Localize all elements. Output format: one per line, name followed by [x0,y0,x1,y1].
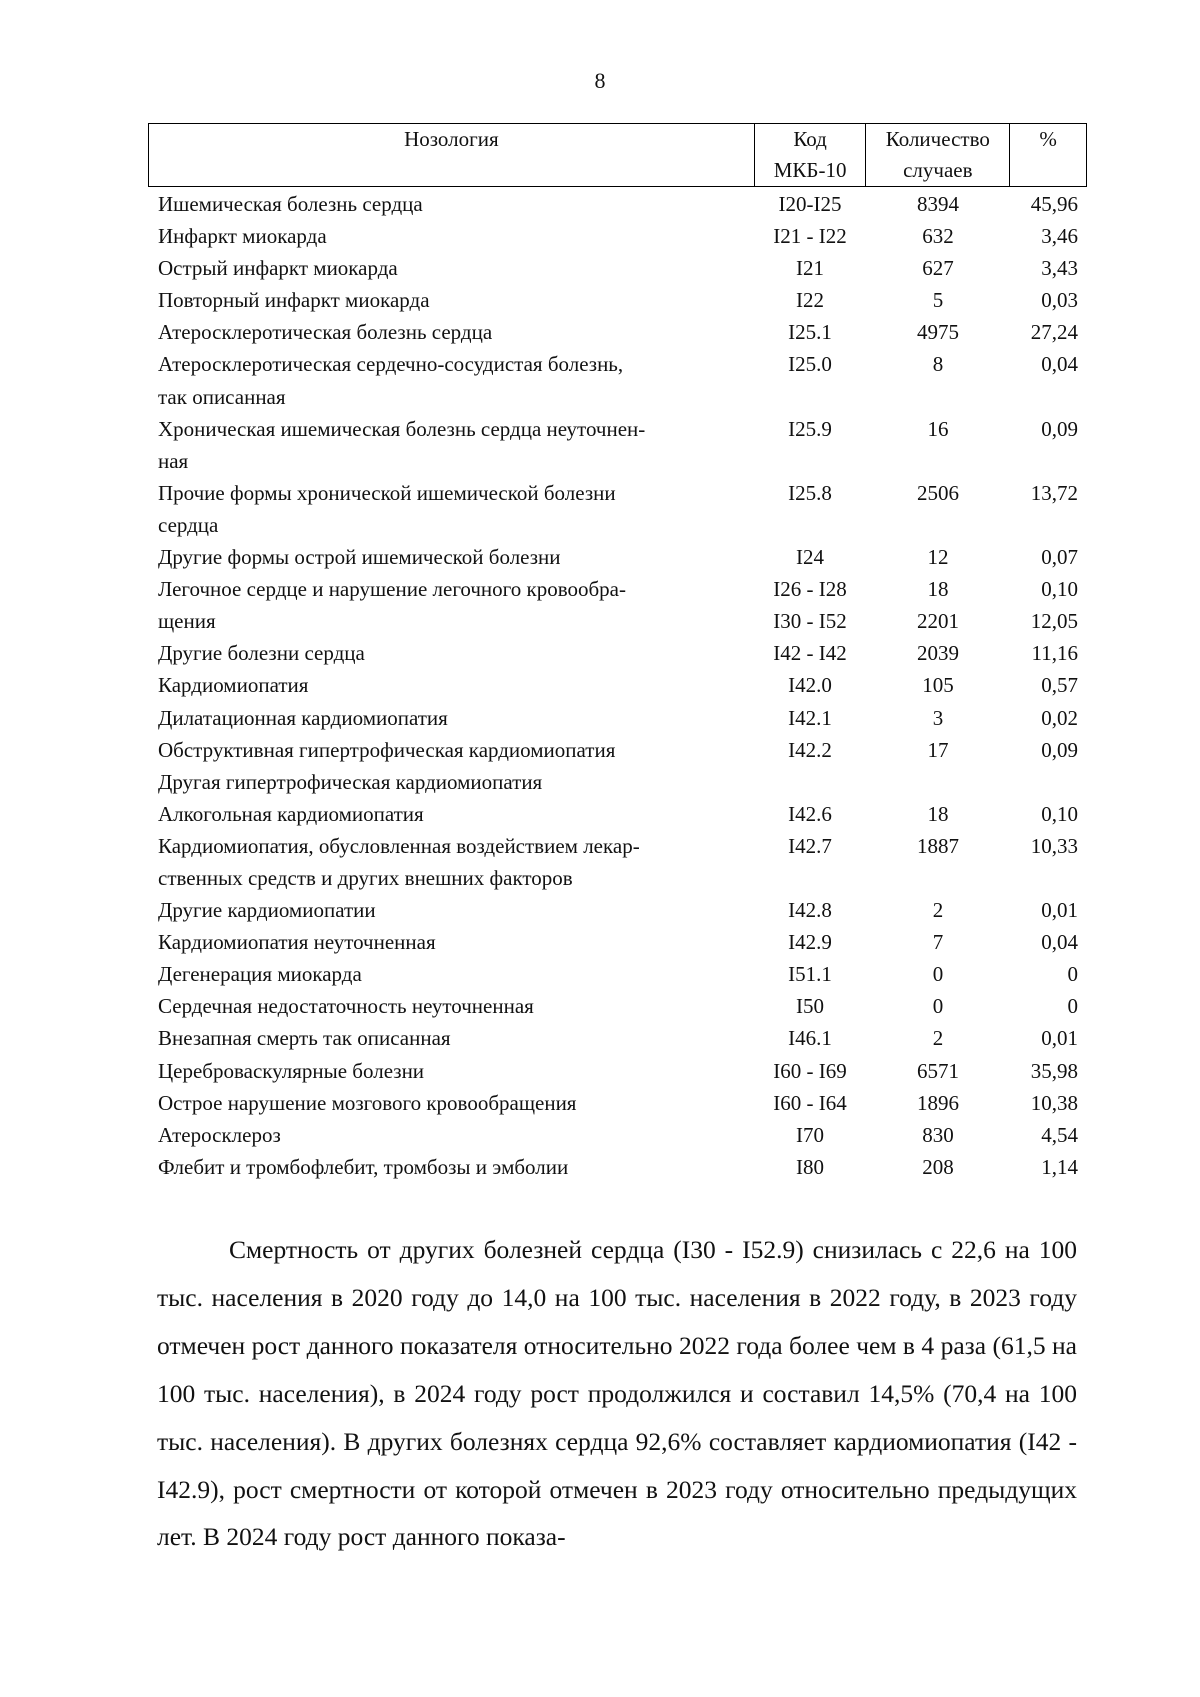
row-percent: 0,04 [1041,930,1078,955]
table-row [148,1119,1087,1151]
row-icd-code: I24 [796,545,824,570]
table-row [148,348,1087,380]
row-case-count: 17 [927,737,949,762]
table-row [148,1055,1087,1087]
row-case-count: 2 [932,898,944,923]
row-icd-code: I21 [796,256,824,281]
table-body [148,188,1087,1183]
row-icd-code [754,766,866,798]
row-case-count [866,381,1010,413]
row-icd-code: I21 - I22 [773,224,847,249]
row-percent: 12,05 [1030,609,1078,634]
row-case-count: 16 [927,416,949,441]
row-icd-code: I42.1 [788,705,832,730]
row-icd-code [754,381,866,413]
table-row [148,316,1087,348]
table-row [148,220,1087,252]
table-row [148,605,1087,637]
row-case-count: 1887 [917,833,959,858]
row-nosology: Кардиомиопатия [158,673,309,698]
row-icd-code: I42.6 [788,801,832,826]
row-nosology: Обструктивная гипертрофическая кардиомиопатия [158,737,616,762]
row-icd-code: I42.9 [788,930,832,955]
row-case-count: 632 [922,224,954,249]
row-percent: 0,10 [1041,801,1078,826]
table-row [148,413,1087,445]
row-percent [1010,445,1087,477]
row-percent: 1,14 [1041,1154,1078,1179]
row-icd-code: I46.1 [788,1026,832,1051]
table-row [148,509,1087,541]
row-icd-code: I25.9 [788,416,832,441]
row-nosology: Другая гипертрофическая кардиомиопатия [158,769,543,794]
row-nosology: Алкогольная кардиомиопатия [158,801,424,826]
row-percent: 0,07 [1041,545,1078,570]
row-case-count: 5 [932,288,944,313]
header-icd-code: Код МКБ-10 [754,124,866,186]
row-percent: 0,09 [1041,416,1078,441]
row-percent: 0 [1067,962,1078,987]
row-icd-code: I42.8 [788,898,832,923]
row-nosology: Кардиомиопатия, обусловленная воздействием лекар- [158,833,640,858]
row-nosology: так описанная [158,384,286,409]
row-case-count: 8 [932,352,944,377]
row-percent [1010,862,1087,894]
nosology-table [148,123,1087,1183]
row-case-count: 3 [932,705,944,730]
row-icd-code: I50 [796,994,824,1019]
row-case-count: 6571 [917,1058,959,1083]
row-icd-code: I26 - I28 [773,577,847,602]
row-nosology: Инфаркт миокарда [158,224,327,249]
table-row [148,766,1087,798]
header-case-count: Количество случаев [865,124,1009,186]
row-percent: 0,10 [1041,577,1078,602]
row-case-count: 1896 [917,1090,959,1115]
table-row [148,798,1087,830]
row-icd-code: I20-I25 [778,192,842,216]
body-paragraph: Смертность от других болезней сердца (I30 - I52.9) снизилась с 22,6 на 100 тыс. населения в 2020 году до 14,0 на 100 тыс. населения в 2022 году, в 2023 году отмечен рост данного показателя относительно 2022 года более чем в 4 раза (61,5 на 100 тыс. населения), в 2024 году рост продолжился и составил 14,5% (70,4 на 100 тыс. населения). В других болезнях сердца 92,6% составляет кардиомиопатия (I42 - I42.9), рост смертности от которой отмечен в 2023 году относительно предыдущих лет. В 2024 году рост данного показа- [157,1235,1077,1552]
row-case-count: 18 [927,801,949,826]
table-row [148,990,1087,1022]
table-row [148,188,1087,220]
table-row [148,926,1087,958]
row-nosology: Цереброваскулярные болезни [158,1058,425,1083]
table-row [148,637,1087,669]
row-percent [1010,509,1087,541]
table-row [148,284,1087,316]
row-percent [1010,766,1087,798]
row-nosology: Дегенерация миокарда [158,962,362,987]
row-percent: 0,02 [1041,705,1078,730]
row-icd-code: I80 [796,1154,824,1179]
row-case-count: 4975 [917,320,959,345]
row-percent: 3,43 [1041,256,1078,281]
table-row [148,862,1087,894]
row-icd-code: I22 [796,288,824,313]
table-row [148,702,1087,734]
header-percent: % [1009,124,1086,186]
row-icd-code: I70 [796,1122,824,1147]
row-icd-code: I60 - I69 [773,1058,847,1083]
row-case-count: 12 [927,545,949,570]
row-percent: 11,16 [1031,641,1078,666]
row-nosology: Хроническая ишемическая болезнь сердца неуточнен- [158,416,646,441]
row-nosology: ственных средств и других внешних факторов [158,865,573,890]
row-icd-code: I25.1 [788,320,832,345]
table-row [148,1087,1087,1119]
row-percent: 45,96 [1030,192,1078,216]
row-case-count: 105 [922,673,954,698]
row-percent: 0,57 [1041,673,1078,698]
table-row [148,541,1087,573]
table-row [148,830,1087,862]
row-icd-code: I30 - I52 [773,609,847,634]
row-percent: 0,01 [1041,1026,1078,1051]
row-percent: 27,24 [1030,320,1078,345]
row-case-count: 830 [922,1122,954,1147]
table-row [148,445,1087,477]
row-icd-code [754,445,866,477]
row-nosology: Атеросклеротическая сердечно-сосудистая болезнь, [158,352,624,377]
row-percent: 13,72 [1030,480,1078,505]
row-nosology: Другие кардиомиопатии [158,898,376,923]
row-icd-code: I60 - I64 [773,1090,847,1115]
row-nosology: Острое нарушение мозгового кровообращения [158,1090,577,1115]
row-nosology: Флебит и тромбофлебит, тромбозы и эмболии [158,1154,569,1179]
row-icd-code: I42.0 [788,673,832,698]
row-percent: 0 [1067,994,1078,1019]
row-percent: 35,98 [1030,1058,1078,1083]
row-icd-code [754,862,866,894]
header-nosology: Нозология [404,127,499,151]
table-row [148,734,1087,766]
row-nosology: Сердечная недостаточность неуточненная [158,994,534,1019]
row-nosology: Легочное сердце и нарушение легочного кровообра- [158,577,626,602]
table-row [148,252,1087,284]
table-row [148,669,1087,701]
row-icd-code: I25.0 [788,352,832,377]
row-nosology: Другие болезни сердца [158,641,365,666]
row-case-count [866,862,1010,894]
row-nosology: Другие формы острой ишемической болезни [158,545,561,570]
row-percent: 0,04 [1041,352,1078,377]
row-percent: 4,54 [1041,1122,1078,1147]
row-nosology: Прочие формы хронической ишемической болезни [158,480,616,505]
row-percent: 3,46 [1041,224,1078,249]
row-case-count: 2506 [917,480,959,505]
row-nosology: Острый инфаркт миокарда [158,256,398,281]
row-icd-code: I42.2 [788,737,832,762]
row-case-count [866,445,1010,477]
table-header [148,123,1087,187]
row-case-count: 627 [922,256,954,281]
row-nosology: Атеросклеротическая болезнь сердца [158,320,493,345]
row-percent: 10,33 [1030,833,1078,858]
row-case-count: 2 [932,1026,944,1051]
table-row [148,477,1087,509]
row-case-count: 2039 [917,641,959,666]
row-case-count: 2201 [917,609,959,634]
row-case-count: 18 [927,577,949,602]
row-percent: 10,38 [1030,1090,1078,1115]
row-nosology: ная [158,448,189,473]
row-case-count: 0 [932,962,944,987]
row-nosology: сердца [158,512,219,537]
row-nosology: Кардиомиопатия неуточненная [158,930,436,955]
row-percent [1010,381,1087,413]
table-row [148,1151,1087,1183]
row-icd-code: I42.7 [788,833,832,858]
row-icd-code: I51.1 [788,962,832,987]
row-percent: 0,03 [1041,288,1078,313]
row-nosology: Дилатационная кардиомиопатия [158,705,448,730]
table-row [148,573,1087,605]
row-case-count: 0 [932,994,944,1019]
row-nosology: Повторный инфаркт миокарда [158,288,430,313]
row-nosology: щения [158,609,216,634]
body-text-block [157,1226,1077,1561]
row-icd-code [754,509,866,541]
table-row [148,894,1087,926]
row-icd-code: I42 - I42 [773,641,847,666]
row-nosology: Атеросклероз [158,1122,281,1147]
row-nosology: Внезапная смерть так описанная [158,1026,451,1051]
table-row [148,381,1087,413]
row-nosology: Ишемическая болезнь сердца [158,192,423,216]
row-icd-code: I25.8 [788,480,832,505]
row-case-count: 208 [922,1154,954,1179]
row-case-count: 7 [932,930,944,955]
row-percent: 0,01 [1041,898,1078,923]
row-case-count [866,766,1010,798]
table-row [148,958,1087,990]
row-percent: 0,09 [1041,737,1078,762]
table-row [148,1022,1087,1054]
page-number: 8 [594,68,606,93]
row-case-count: 8394 [917,192,959,216]
row-case-count [866,509,1010,541]
